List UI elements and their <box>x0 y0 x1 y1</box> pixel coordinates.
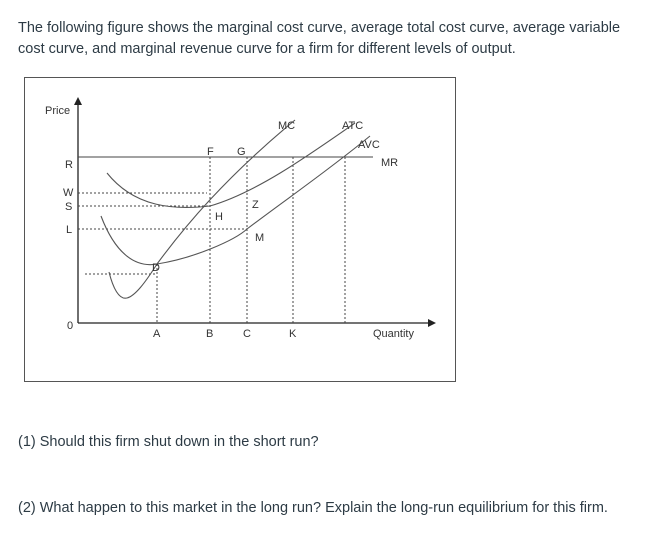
curve-label-mr: MR <box>381 157 399 169</box>
price-label-s: S <box>65 201 73 213</box>
point-label-d: D <box>152 262 160 274</box>
price-label-l: L <box>66 224 73 236</box>
avc-curve <box>101 136 370 265</box>
quantity-label-k: K <box>289 328 297 340</box>
y-axis-label: Price <box>45 105 71 117</box>
point-label-h: H <box>215 211 223 223</box>
question-intro: The following figure shows the marginal cost curve, average total cost curve, average variable cost curve, and marginal revenue curve for a firm for different levels of output. <box>18 20 621 57</box>
cost-curves-figure <box>24 77 456 382</box>
point-label-g: G <box>237 146 246 158</box>
y-axis-arrow <box>74 97 82 105</box>
curve-label-mc: MC <box>278 120 296 132</box>
mc-curve <box>109 120 295 298</box>
quantity-label-c: C <box>243 328 251 340</box>
quantity-label-a: A <box>153 328 161 340</box>
price-label-w: W <box>63 187 74 199</box>
origin-label: 0 <box>67 320 74 332</box>
curve-label-avc: AVC <box>358 139 380 151</box>
cost-curves-diagram <box>25 78 457 383</box>
point-label-z: Z <box>252 199 259 211</box>
x-axis-arrow <box>428 319 436 327</box>
point-label-m: M <box>255 232 265 244</box>
question-1: (1) Should this firm shut down in the short run? <box>18 434 319 450</box>
point-label-f: F <box>207 146 214 158</box>
curve-label-atc: ATC <box>342 120 364 132</box>
quantity-label-b: B <box>206 328 214 340</box>
question-2: (2) What happen to this market in the long run? Explain the long-run equilibrium for this firm. <box>18 500 608 516</box>
atc-curve <box>107 123 355 207</box>
price-label-r: R <box>65 159 73 171</box>
x-axis-label: Quantity <box>373 328 414 340</box>
